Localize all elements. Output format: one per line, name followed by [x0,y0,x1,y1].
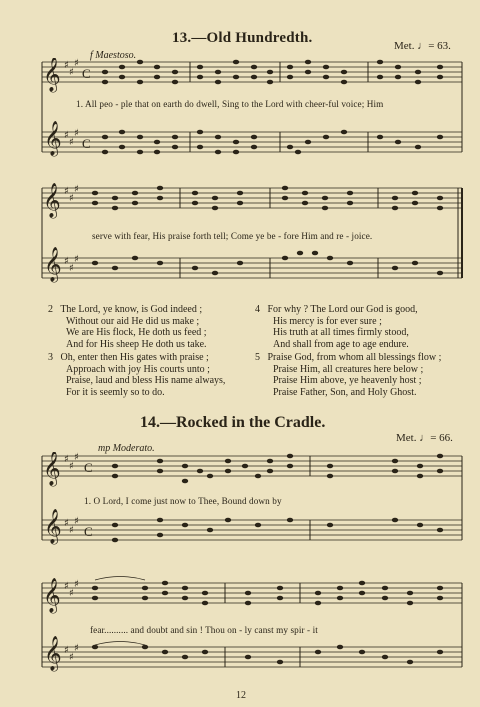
hymn-13-lyrics-line-2: serve with fear, His praise forth tell; Come ye be - fore Him and re - joice. [92,231,373,241]
svg-text:♯: ♯ [74,184,79,195]
hymn-13-verse-5: 5 Praise God, from whom all blessings flow ; Praise Him, all creatures here below ; Praise Him above, ye heavenly host ; Praise Father, Son, and Holy Ghost. [255,352,442,398]
hymn-14-title: 14.—Rocked in the Cradle. [140,414,326,431]
page-number: 12 [236,690,246,701]
hymn-13-tempo: f Maestoso. [90,50,137,61]
hymn-14-lyrics-line-1: 1. O Lord, I come just now to Thee, Bound down by [84,496,282,506]
svg-text:♯: ♯ [69,263,74,274]
svg-text:♯: ♯ [64,581,69,592]
svg-text:♯: ♯ [69,137,74,148]
svg-text:♯: ♯ [74,579,79,590]
svg-text:♯: ♯ [64,60,69,71]
svg-text:♯: ♯ [64,645,69,656]
hymn-13-system-2 [0,180,480,305]
svg-text:♯: ♯ [74,643,79,654]
bass-clef-icon: 𝄞 [44,636,62,671]
bass-staff [42,520,462,540]
svg-text:♯: ♯ [74,452,79,463]
hymn-14-metronome: Met. ♩= 66. [396,432,453,444]
hymn-13-system-1 [0,58,480,183]
svg-text:♯: ♯ [69,193,74,204]
bass-clef-icon: 𝄞 [44,247,62,282]
hymn-13-verse-2: 2 The Lord, ye know, is God indeed ; Without our aid He did us make ; We are His flock, He doth us feed ; And for His sheep He doth us take. [48,304,207,350]
svg-text:C: C [84,460,93,475]
treble-clef-icon: 𝄞 [43,578,61,613]
svg-text:♯: ♯ [64,256,69,267]
svg-text:♯: ♯ [64,454,69,465]
hymn-13-metronome: Met. ♩= 63. [394,40,451,52]
hymn-13-verse-3: 3 Oh, enter then His gates with praise ; Approach with joy His courts unto ; Praise, laud and bless His name always, For it is seemly so to do. [48,352,226,398]
hymn-13-verse-4: 4 For why ? The Lord our God is good, His mercy is for ever sure ; His truth at all times firmly stood, And shall from age to age endure. [255,304,418,350]
svg-text:♯: ♯ [74,254,79,265]
svg-text:♯: ♯ [74,58,79,69]
svg-text:♯: ♯ [74,128,79,139]
bass-staff [42,258,462,278]
hymn-13-lyrics-line-1: 1. All peo - ple that on earth do dwell, Sing to the Lord with cheer-ful voice; Him [76,99,384,109]
hymn-14-tempo: mp Moderato. [98,443,155,454]
bass-clef-icon: 𝄞 [44,509,62,544]
svg-text:♯: ♯ [69,461,74,472]
treble-clef-icon: 𝄞 [43,183,61,218]
svg-text:♯: ♯ [74,516,79,527]
treble-staff [42,583,462,603]
svg-text:♯: ♯ [64,518,69,529]
hymn-14-system-1 [0,452,480,572]
svg-text:♯: ♯ [69,67,74,78]
svg-text:C: C [84,524,93,539]
svg-text:C: C [82,66,91,81]
hymn-13-title: 13.—Old Hundredth. [172,30,313,46]
svg-text:♯: ♯ [64,186,69,197]
svg-text:♯: ♯ [69,588,74,599]
svg-text:♯: ♯ [69,652,74,663]
bass-staff [42,647,462,667]
treble-staff [42,456,462,476]
svg-text:♯: ♯ [69,525,74,536]
treble-clef-icon: 𝄞 [43,58,61,92]
bass-clef-icon: 𝄞 [44,121,62,156]
hymn-14-lyrics-line-2: fear.......... and doubt and sin ! Thou on - ly canst my spir - it [90,625,318,635]
treble-staff [42,188,462,208]
svg-text:C: C [82,136,91,151]
svg-text:♯: ♯ [64,130,69,141]
treble-clef-icon: 𝄞 [43,452,61,486]
